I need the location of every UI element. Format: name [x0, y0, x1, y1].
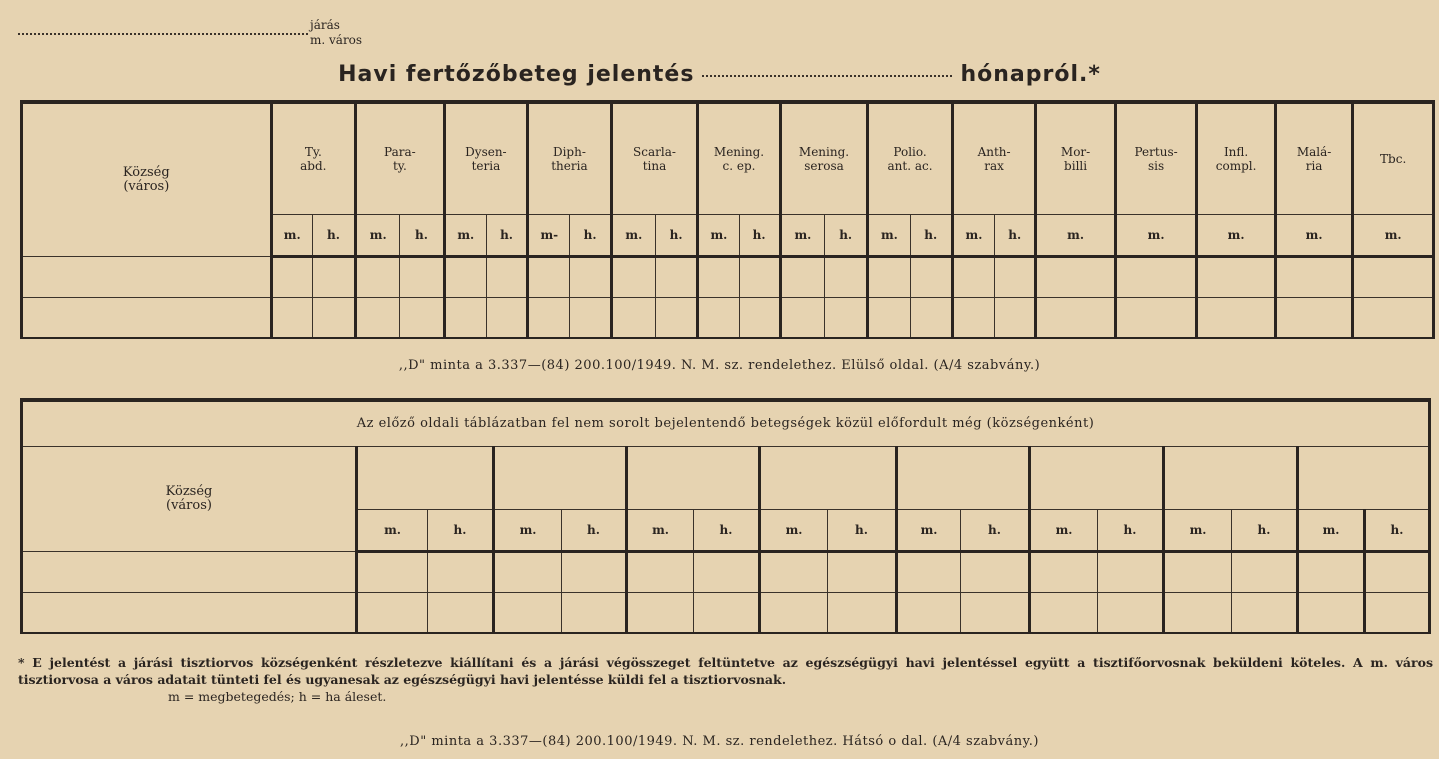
mh-header: m.	[698, 215, 739, 257]
disease-name-line2: ant. ac.	[887, 159, 933, 173]
count-cell[interactable]	[1036, 257, 1116, 298]
count-cell[interactable]	[1353, 298, 1434, 339]
count-cell[interactable]	[486, 257, 527, 298]
disease-table-front	[20, 100, 1435, 339]
disease-header	[1353, 102, 1434, 215]
count-cell[interactable]	[828, 552, 897, 593]
title-right: hónapról.*	[960, 62, 1101, 87]
disease-name-line2: ty.	[392, 159, 407, 173]
count-cell[interactable]	[356, 298, 400, 339]
place-cell[interactable]	[22, 593, 357, 634]
count-cell[interactable]	[780, 257, 824, 298]
disease-header	[444, 102, 528, 215]
count-cell[interactable]	[357, 552, 428, 593]
place-cell[interactable]	[22, 257, 272, 298]
count-cell[interactable]	[1164, 552, 1232, 593]
count-cell[interactable]	[995, 257, 1036, 298]
count-cell[interactable]	[1298, 593, 1365, 634]
mh-header: h.	[312, 215, 355, 257]
count-cell[interactable]	[1353, 257, 1434, 298]
disease-header	[611, 102, 698, 215]
disease-name: Para-	[384, 145, 416, 159]
count-cell[interactable]	[694, 552, 760, 593]
count-cell[interactable]	[1164, 593, 1232, 634]
header-row	[22, 447, 1430, 510]
count-cell[interactable]	[1098, 552, 1164, 593]
disease-name-blank[interactable]	[760, 447, 897, 510]
count-cell[interactable]	[1275, 257, 1352, 298]
count-cell[interactable]	[1232, 552, 1298, 593]
count-cell[interactable]	[400, 257, 444, 298]
mh-header: h.	[825, 215, 868, 257]
mh-header: h.	[428, 510, 494, 552]
mh-header: h.	[1232, 510, 1298, 552]
disease-name: Mor-	[1060, 145, 1091, 159]
mh-header: h.	[910, 215, 952, 257]
count-cell[interactable]	[494, 593, 562, 634]
count-cell[interactable]	[1298, 552, 1365, 593]
disease-name-line2: theria	[551, 159, 588, 173]
heading-row	[22, 400, 1430, 447]
mh-header: m.	[271, 215, 312, 257]
disease-name: Malá-	[1296, 145, 1332, 159]
count-cell[interactable]	[486, 298, 527, 339]
mh-header: m.	[356, 215, 400, 257]
count-cell[interactable]	[611, 257, 655, 298]
count-cell[interactable]	[868, 257, 910, 298]
count-cell[interactable]	[655, 298, 697, 339]
count-cell[interactable]	[400, 298, 444, 339]
count-cell[interactable]	[562, 552, 627, 593]
count-cell[interactable]	[627, 593, 694, 634]
mh-header: h.	[739, 215, 780, 257]
disease-name: Ty.	[304, 145, 322, 159]
count-cell[interactable]	[271, 257, 312, 298]
data-row	[22, 257, 1434, 298]
mh-header: h.	[400, 215, 444, 257]
disease-name-line2: c. ep.	[722, 159, 756, 173]
count-cell[interactable]	[494, 552, 562, 593]
count-cell[interactable]	[825, 298, 868, 339]
varos-label: m. város	[310, 33, 363, 47]
count-cell[interactable]	[760, 552, 828, 593]
district-fill-line[interactable]	[18, 33, 308, 35]
disease-header	[952, 102, 1036, 215]
place-label: Község	[165, 484, 213, 499]
front-caption: ,,D" minta a 3.337—(84) 200.100/1949. N. M. sz. rendelethez. Elülső oldal. (A/4 szabvány.)	[398, 358, 1041, 373]
disease-header	[698, 102, 781, 215]
footnote-text: * E jelentést a járási tisztiorvos községenként részletezve kiállítani és a járási végösszeget feltüntetve az egészségügyi havi jelentéssel együtt a tisztifőorvosnak beküldeni köteles. A m. város tisztiorvosa a város adatait tünteti fel és ugyanesak az egészségügyi havi jelentésse küldi fel a tisztiorvosnak.	[18, 655, 1433, 687]
count-cell[interactable]	[910, 298, 952, 339]
disease-header	[1275, 102, 1352, 215]
mh-header: h.	[562, 510, 627, 552]
mh-header: m.	[1030, 510, 1098, 552]
disease-name: Pertus-	[1134, 145, 1178, 159]
count-cell[interactable]	[428, 552, 494, 593]
table-heading: Az előző oldali táblázatban fel nem sorolt bejelentendő betegségek közül előfordult még (községenként)	[22, 400, 1430, 447]
mh-header: m.	[1275, 215, 1352, 257]
count-cell[interactable]	[694, 593, 760, 634]
disease-header	[528, 102, 612, 215]
jaras-label: járás	[310, 18, 340, 32]
legend-text: m = megbetegedés; h = ha áleset.	[168, 689, 387, 704]
count-cell[interactable]	[828, 593, 897, 634]
disease-name: Dysen-	[465, 145, 507, 159]
mh-header: m.	[627, 510, 694, 552]
count-cell[interactable]	[271, 298, 312, 339]
place-cell[interactable]	[22, 298, 272, 339]
count-cell[interactable]	[428, 593, 494, 634]
mh-header: m.	[1353, 215, 1434, 257]
data-row	[22, 593, 1430, 634]
count-cell[interactable]	[1036, 298, 1116, 339]
disease-name-line2: ria	[1305, 159, 1323, 173]
disease-name: Scarla-	[633, 145, 676, 159]
disease-name-line2: compl.	[1215, 159, 1257, 173]
count-cell[interactable]	[528, 298, 570, 339]
count-cell[interactable]	[1030, 552, 1098, 593]
place-header	[22, 447, 357, 552]
mh-header: m.	[868, 215, 910, 257]
disease-name: Polio.	[893, 145, 927, 159]
count-cell[interactable]	[952, 298, 994, 339]
mh-header: m.	[760, 510, 828, 552]
disease-name-blank[interactable]	[494, 447, 627, 510]
count-cell[interactable]	[1115, 298, 1197, 339]
count-cell[interactable]	[627, 552, 694, 593]
count-cell[interactable]	[312, 298, 355, 339]
mh-header: h.	[486, 215, 527, 257]
disease-name-line2: billi	[1064, 159, 1088, 173]
count-cell[interactable]	[739, 257, 780, 298]
count-cell[interactable]	[1197, 257, 1275, 298]
mh-header: m.	[1115, 215, 1197, 257]
mh-header: m.	[357, 510, 428, 552]
mh-header: h.	[995, 215, 1036, 257]
disease-header	[1036, 102, 1116, 215]
count-cell[interactable]	[1197, 298, 1275, 339]
mh-header: m.	[494, 510, 562, 552]
place-header	[22, 102, 272, 257]
disease-name-line2: sis	[1148, 159, 1165, 173]
disease-header	[1197, 102, 1275, 215]
mh-header: m.	[611, 215, 655, 257]
count-cell[interactable]	[952, 257, 994, 298]
disease-name: Anth-	[977, 145, 1011, 159]
disease-name-line2: serosa	[804, 159, 844, 173]
count-cell[interactable]	[760, 593, 828, 634]
count-cell[interactable]	[312, 257, 355, 298]
count-cell[interactable]	[528, 257, 570, 298]
mh-header: h.	[1098, 510, 1164, 552]
disease-header	[780, 102, 868, 215]
disease-name-blank[interactable]	[1030, 447, 1164, 510]
disease-name: Infl.	[1223, 145, 1249, 159]
month-fill-line[interactable]	[702, 75, 952, 77]
mh-header: m.	[897, 510, 961, 552]
district-label	[310, 18, 362, 48]
disease-name: Mening.	[798, 145, 850, 159]
count-cell[interactable]	[1030, 593, 1098, 634]
data-row	[22, 552, 1430, 593]
disease-header	[271, 102, 356, 215]
footnote	[18, 654, 1433, 705]
mh-header: h.	[961, 510, 1030, 552]
disease-name-line2: rax	[984, 159, 1004, 173]
count-cell[interactable]	[868, 298, 910, 339]
back-caption: ,,D" minta a 3.337—(84) 200.100/1949. N. M. sz. rendelethez. Hátsó o dal. (A/4 szabvány.)	[400, 734, 1039, 749]
count-cell[interactable]	[825, 257, 868, 298]
mh-header: h.	[655, 215, 697, 257]
mh-header: h.	[828, 510, 897, 552]
disease-name-blank[interactable]	[627, 447, 760, 510]
count-cell[interactable]	[1365, 593, 1430, 634]
count-cell[interactable]	[1115, 257, 1197, 298]
disease-table-back	[20, 398, 1431, 634]
count-cell[interactable]	[444, 257, 486, 298]
count-cell[interactable]	[570, 257, 611, 298]
place-sublabel: (város)	[166, 498, 212, 513]
count-cell[interactable]	[356, 257, 400, 298]
disease-header	[1115, 102, 1197, 215]
mh-header: m.	[1298, 510, 1365, 552]
disease-name: Tbc.	[1380, 152, 1407, 166]
count-cell[interactable]	[739, 298, 780, 339]
page-title	[0, 62, 1439, 87]
mh-header: m.	[952, 215, 994, 257]
count-cell[interactable]	[611, 298, 655, 339]
disease-name-blank[interactable]	[1164, 447, 1298, 510]
disease-name-line2: teria	[471, 159, 501, 173]
count-cell[interactable]	[897, 593, 961, 634]
place-sublabel: (város)	[123, 179, 170, 194]
count-cell[interactable]	[698, 298, 739, 339]
count-cell[interactable]	[357, 593, 428, 634]
disease-header	[868, 102, 953, 215]
count-cell[interactable]	[444, 298, 486, 339]
disease-header	[356, 102, 445, 215]
count-cell[interactable]	[570, 298, 611, 339]
mh-header: m.	[1164, 510, 1232, 552]
count-cell[interactable]	[562, 593, 627, 634]
mh-header: h.	[1365, 510, 1430, 552]
count-cell[interactable]	[961, 593, 1030, 634]
disease-name-blank[interactable]	[897, 447, 1030, 510]
mh-header: m.	[444, 215, 486, 257]
count-cell[interactable]	[1232, 593, 1298, 634]
disease-name: Mening.	[713, 145, 765, 159]
count-cell[interactable]	[655, 257, 697, 298]
title-left: Havi fertőzőbeteg jelentés	[338, 62, 695, 87]
count-cell[interactable]	[780, 298, 824, 339]
disease-name: Diph-	[552, 145, 586, 159]
mh-header: h.	[570, 215, 611, 257]
place-cell[interactable]	[22, 552, 357, 593]
mh-header: m.	[1036, 215, 1116, 257]
data-row	[22, 298, 1434, 339]
disease-name-blank[interactable]	[357, 447, 494, 510]
count-cell[interactable]	[1275, 298, 1352, 339]
count-cell[interactable]	[910, 257, 952, 298]
count-cell[interactable]	[897, 552, 961, 593]
count-cell[interactable]	[961, 552, 1030, 593]
header-row	[22, 102, 1434, 215]
count-cell[interactable]	[1365, 552, 1430, 593]
disease-name-line2: abd.	[300, 159, 327, 173]
count-cell[interactable]	[698, 257, 739, 298]
mh-header: m.	[780, 215, 824, 257]
mh-header: m.	[1197, 215, 1275, 257]
place-label: Község	[122, 165, 170, 180]
disease-name-blank[interactable]	[1298, 447, 1430, 510]
count-cell[interactable]	[995, 298, 1036, 339]
disease-name-line2: tina	[642, 159, 667, 173]
count-cell[interactable]	[1098, 593, 1164, 634]
mh-header: m-	[528, 215, 570, 257]
mh-header: h.	[694, 510, 760, 552]
